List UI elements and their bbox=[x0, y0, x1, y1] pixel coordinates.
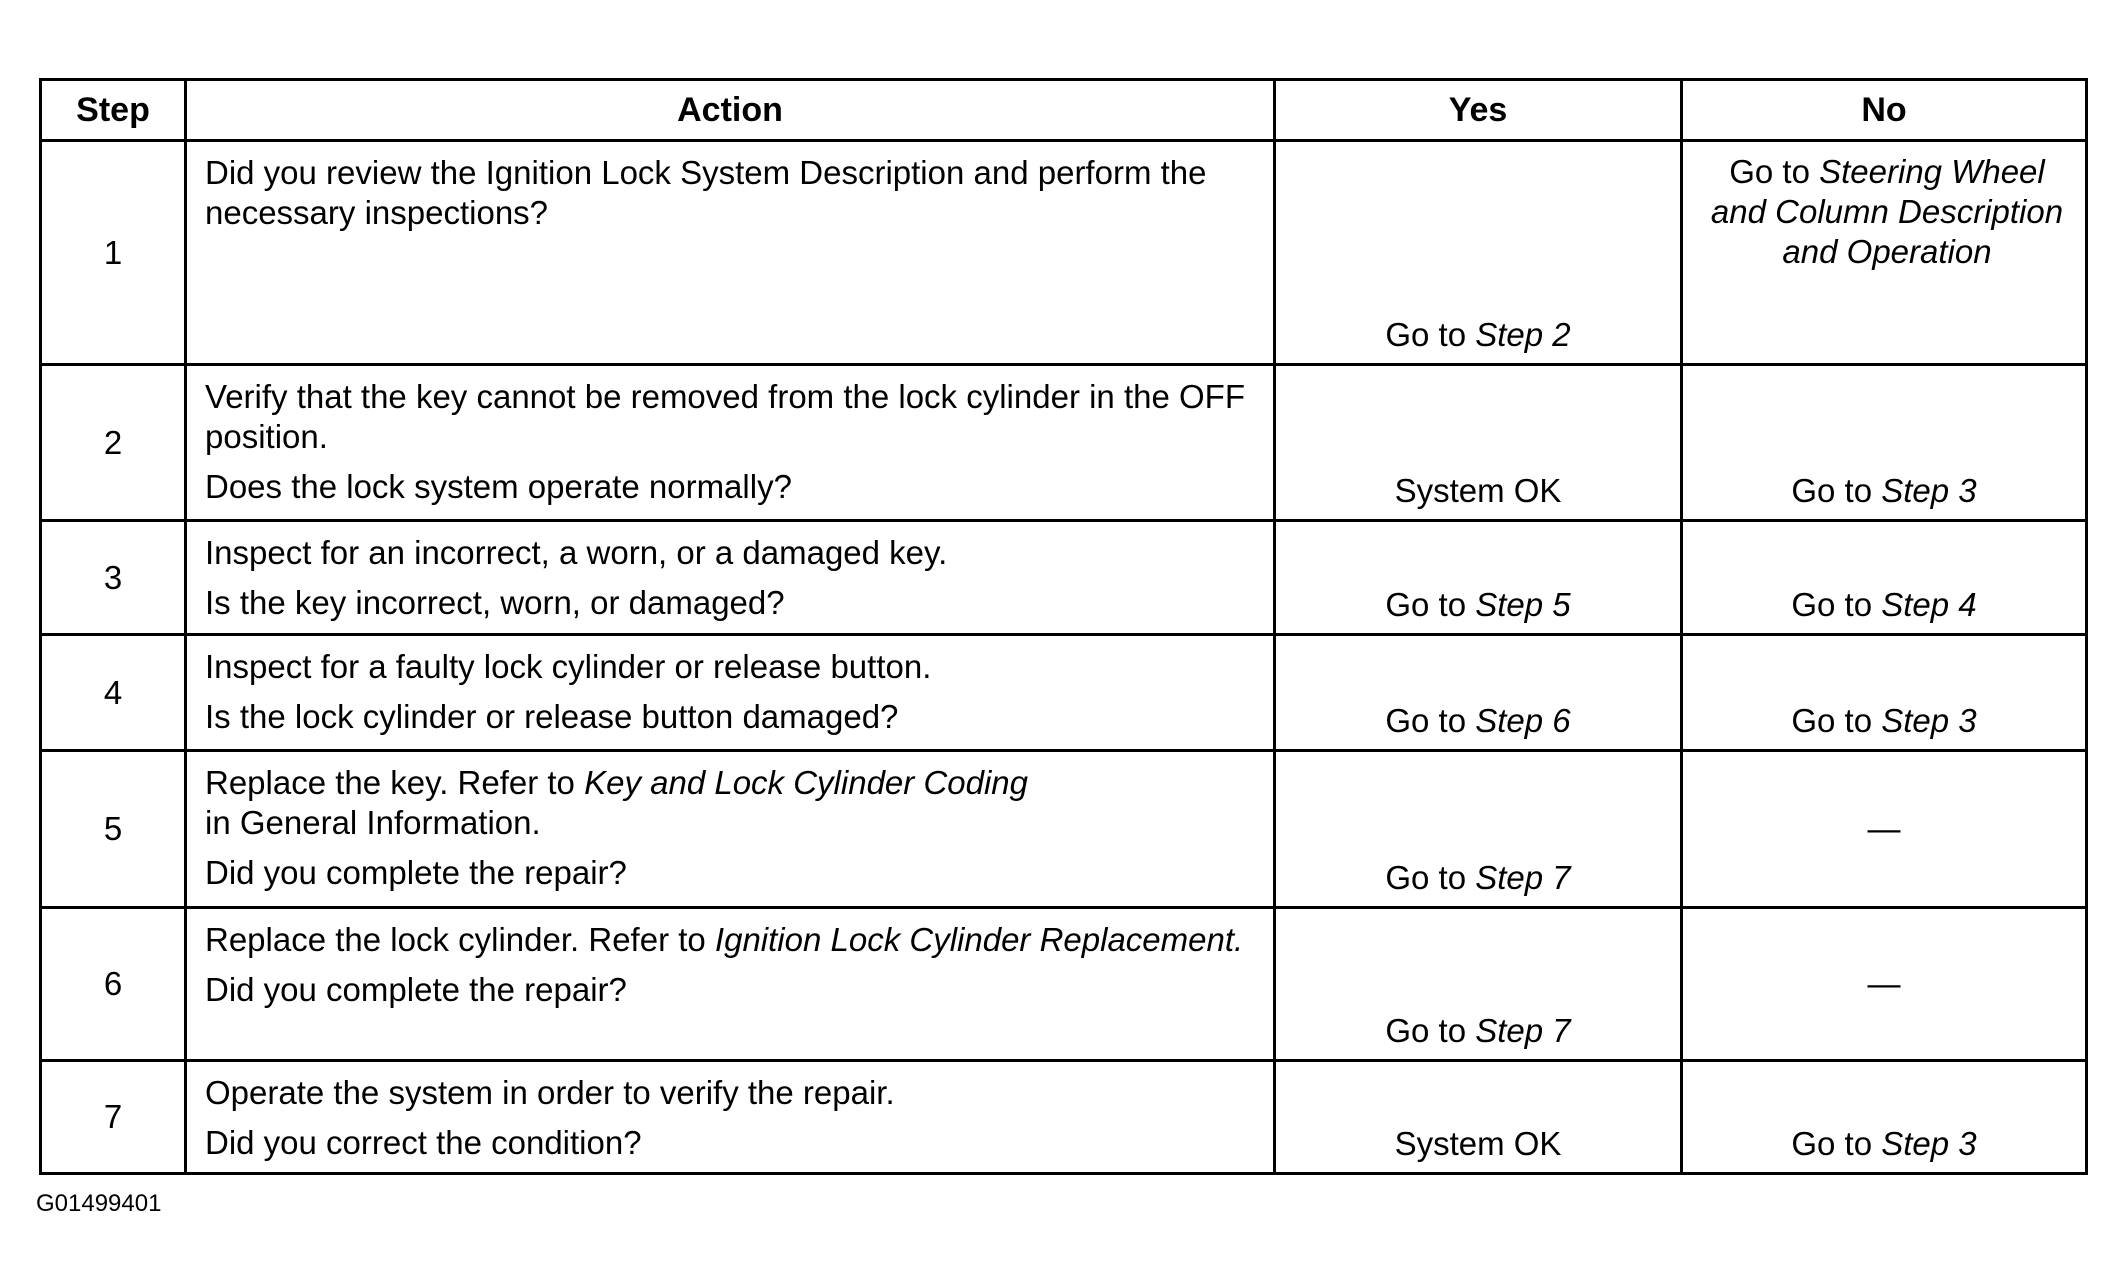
yes-cell bbox=[1275, 1061, 1682, 1174]
yes-step-link[interactable]: Step 5 bbox=[1475, 586, 1571, 623]
no-prefix: Go to bbox=[1791, 1125, 1882, 1162]
yes-cell bbox=[1275, 521, 1682, 635]
table-row bbox=[41, 365, 2087, 521]
reference-link[interactable]: Key and Lock Cylinder Coding bbox=[584, 764, 1029, 801]
no-cell bbox=[1682, 908, 2087, 1061]
action-text-part: Replace the lock cylinder. Refer to bbox=[205, 921, 715, 958]
no-cell bbox=[1682, 751, 2087, 908]
action-question: Is the lock cylinder or release button damaged? bbox=[205, 698, 899, 735]
header-yes: Yes bbox=[1275, 80, 1682, 141]
no-step-link[interactable]: Step 3 bbox=[1881, 1125, 1977, 1162]
action-text: Operate the system in order to verify the repair. bbox=[205, 1074, 895, 1111]
action-cell bbox=[186, 365, 1275, 521]
header-action: Action bbox=[186, 80, 1275, 141]
action-text-part: Replace the key. Refer to bbox=[205, 764, 585, 801]
yes-step-link[interactable]: Step 2 bbox=[1475, 316, 1571, 353]
action-text bbox=[205, 920, 1257, 960]
action-question: Does the lock system operate normally? bbox=[205, 468, 792, 505]
yes-prefix: Go to bbox=[1385, 859, 1476, 896]
yes-prefix: Go to bbox=[1385, 586, 1476, 623]
table-row bbox=[41, 751, 2087, 908]
step-number: 4 bbox=[41, 635, 186, 751]
no-step-link[interactable]: Step 3 bbox=[1881, 472, 1977, 509]
action-cell bbox=[186, 751, 1275, 908]
step-number: 2 bbox=[41, 365, 186, 521]
table-header-row bbox=[41, 80, 2087, 141]
diagnostic-table bbox=[39, 78, 2088, 1175]
step-number: 6 bbox=[41, 908, 186, 1061]
action-question: Did you complete the repair? bbox=[205, 971, 627, 1008]
action-text: Inspect for an incorrect, a worn, or a damaged key. bbox=[205, 534, 948, 571]
action-text bbox=[205, 763, 1257, 803]
action-cell bbox=[186, 908, 1275, 1061]
yes-prefix: Go to bbox=[1385, 702, 1476, 739]
no-prefix: Go to bbox=[1791, 586, 1882, 623]
action-text: Verify that the key cannot be removed from the lock cylinder in the OFF position. bbox=[205, 378, 1245, 455]
action-cell bbox=[186, 141, 1275, 365]
yes-cell bbox=[1275, 908, 1682, 1061]
action-question: Did you complete the repair? bbox=[205, 854, 627, 891]
yes-cell bbox=[1275, 365, 1682, 521]
table-row bbox=[41, 1061, 2087, 1174]
header-no: No bbox=[1682, 80, 2087, 141]
no-dash: — bbox=[1867, 810, 1901, 847]
action-cell bbox=[186, 521, 1275, 635]
yes-cell bbox=[1275, 141, 1682, 365]
yes-cell bbox=[1275, 635, 1682, 751]
no-reference-link[interactable]: Steering Wheel and Column Description and Operation bbox=[1710, 153, 2064, 270]
no-step-link[interactable]: Step 3 bbox=[1881, 702, 1977, 739]
yes-prefix: Go to bbox=[1385, 316, 1476, 353]
action-text: Did you review the Ignition Lock System Description and perform the necessary inspections? bbox=[205, 154, 1207, 231]
step-number: 7 bbox=[41, 1061, 186, 1174]
no-dash: — bbox=[1867, 965, 1901, 1002]
no-prefix: Go to bbox=[1729, 153, 1820, 190]
yes-step-link[interactable]: Step 6 bbox=[1475, 702, 1571, 739]
step-number: 5 bbox=[41, 751, 186, 908]
figure-id: G01499401 bbox=[36, 1190, 162, 1217]
no-cell bbox=[1682, 141, 2087, 365]
no-step-link[interactable]: Step 4 bbox=[1881, 586, 1977, 623]
header-step: Step bbox=[41, 80, 186, 141]
action-question: Did you correct the condition? bbox=[205, 1124, 642, 1161]
action-cell bbox=[186, 1061, 1275, 1174]
reference-link[interactable]: Ignition Lock Cylinder Replacement. bbox=[714, 921, 1244, 958]
yes-prefix: Go to bbox=[1385, 1012, 1476, 1049]
no-prefix: Go to bbox=[1791, 472, 1882, 509]
no-prefix: Go to bbox=[1791, 702, 1882, 739]
yes-step-link[interactable]: Step 7 bbox=[1475, 1012, 1571, 1049]
table-row bbox=[41, 141, 2087, 365]
action-text: Inspect for a faulty lock cylinder or release button. bbox=[205, 648, 932, 685]
yes-text: System OK bbox=[1394, 472, 1562, 509]
no-cell bbox=[1682, 521, 2087, 635]
step-number: 1 bbox=[41, 141, 186, 365]
no-cell bbox=[1682, 1061, 2087, 1174]
action-cell bbox=[186, 635, 1275, 751]
yes-cell bbox=[1275, 751, 1682, 908]
table-row bbox=[41, 635, 2087, 751]
step-number: 3 bbox=[41, 521, 186, 635]
yes-text: System OK bbox=[1394, 1125, 1562, 1162]
no-cell bbox=[1682, 365, 2087, 521]
table-row bbox=[41, 908, 2087, 1061]
no-cell bbox=[1682, 635, 2087, 751]
table-row bbox=[41, 521, 2087, 635]
action-question: Is the key incorrect, worn, or damaged? bbox=[205, 584, 785, 621]
yes-step-link[interactable]: Step 7 bbox=[1475, 859, 1571, 896]
action-text-continued: in General Information. bbox=[205, 804, 541, 841]
